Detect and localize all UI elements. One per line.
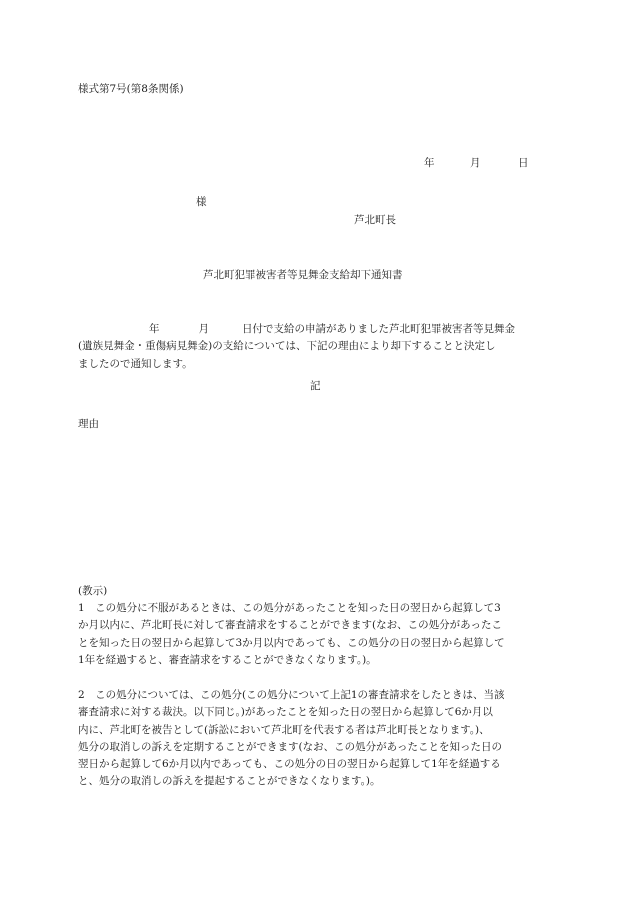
notice-item-2-line: 翌日から起算して6か月以内であっても、この処分の日の翌日から起算して1年を経過する	[78, 758, 501, 771]
form-number: 様式第7号(第8条関係)	[78, 83, 184, 95]
body-line-2: (遺族見舞金・重傷病見舞金)の支給については、下記の理由により却下することと決定し	[78, 340, 496, 353]
notice-item-2-line: 2 この処分については、この処分(この処分について上記1の審査請求をしたときは、当該	[78, 689, 505, 701]
body-month-label: 月	[198, 323, 209, 335]
notice-item-1-line: とを知った日の翌日から起算して3か月以内であっても、この処分の日の翌日から起算して	[78, 636, 505, 649]
notice-heading: (教示)	[78, 585, 108, 597]
notice-item-2-line: 処分の取消しの訴えを定期することができます(なお、この処分があったことを知った日の	[78, 740, 502, 753]
notice-item-1-line: 1 この処分に不服があるときは、この処分があったことを知った日の翌日から起算して3	[78, 602, 501, 614]
notice-item-2-line: 内に、芦北町を被告として(訴訟において芦北町を代表する者は芦北町長となります。)、	[78, 723, 490, 736]
date-year-label: 年	[424, 157, 435, 169]
notice-item-2-line: と、処分の取消しの訴えを提起することができなくなります。)。	[78, 775, 381, 788]
body-line-1	[78, 321, 552, 338]
document-title: 芦北町犯罪被害者等見舞金支給却下通知書	[203, 269, 403, 281]
date-day-label: 日	[518, 157, 529, 169]
reason-label: 理由	[78, 418, 99, 430]
notice-item-2	[78, 687, 552, 791]
date-month-label: 月	[470, 157, 481, 169]
recipient-suffix: 様	[196, 196, 207, 208]
notice-item-1	[78, 600, 552, 669]
issuer: 芦北町長	[354, 214, 396, 226]
ki-label: 記	[310, 380, 321, 392]
notice-item-1-line: か月以内に、芦北町長に対して審査請求をすることができます(なお、この処分があったこ	[78, 619, 502, 632]
notice-item-1-line: 1年を経過すると、審査請求をすることができなくなります。)。	[78, 653, 377, 666]
notice-item-2-line: 審査請求に対する裁決。以下同じ。)があったことを知った日の翌日から起算して6か月以	[78, 706, 493, 719]
body-line-1-text: 日付で支給の申請がありました芦北町犯罪被害者等見舞金	[242, 323, 515, 335]
body-paragraph	[78, 321, 552, 373]
body-year-label: 年	[149, 323, 160, 335]
body-line-3: ましたので通知します。	[78, 357, 193, 370]
